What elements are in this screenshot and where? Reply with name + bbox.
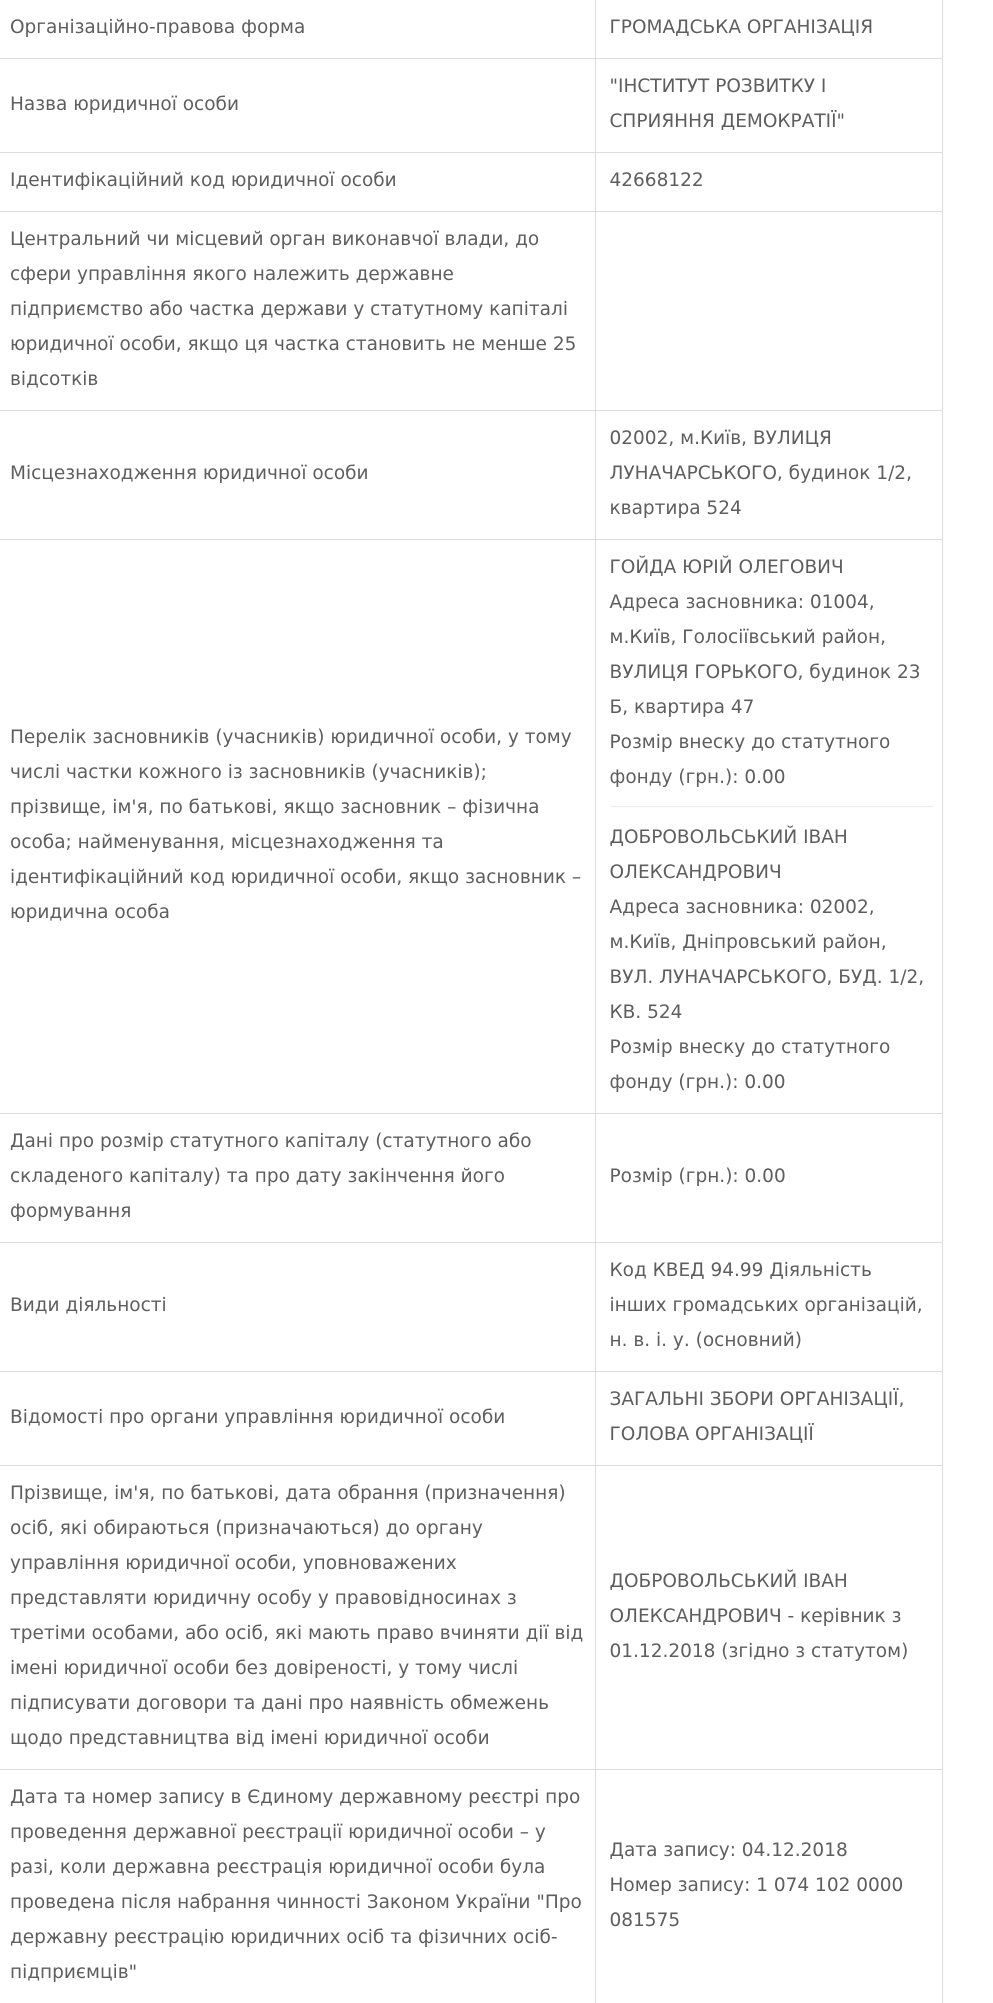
field-value [595, 1770, 942, 2003]
table-row [0, 540, 942, 1114]
field-value [595, 1466, 942, 1770]
founder-entry [610, 806, 934, 1100]
founder-contribution: Розмір внеску до статутного фонду (грн.): 0.00 [610, 1030, 934, 1100]
field-value-line: ДОБРОВОЛЬСЬКИЙ ІВАН ОЛЕКСАНДРОВИЧ - керівник з 01.12.2018 (згідно з статутом) [610, 1564, 934, 1669]
founder-name: ДОБРОВОЛЬСЬКИЙ ІВАН ОЛЕКСАНДРОВИЧ [610, 820, 934, 890]
field-value [595, 1243, 942, 1372]
field-label: Відомості про органи управління юридичної особи [0, 1372, 595, 1466]
field-label: Назва юридичної особи [0, 59, 595, 153]
field-label: Центральний чи місцевий орган виконавчої влади, до сфери управління якого належить державне підприємство або частка держави у статутному капіталі юридичної особи, якщо ця частка становить не менше 25 відсотків [0, 212, 595, 411]
table-row [0, 153, 942, 212]
field-value [595, 0, 942, 59]
field-value-line: 42668122 [610, 163, 934, 198]
field-label: Ідентифікаційний код юридичної особи [0, 153, 595, 212]
field-value [595, 1372, 942, 1466]
table-row [0, 1770, 942, 2003]
table-row [0, 0, 942, 59]
field-value [595, 212, 942, 411]
table-row [0, 1114, 942, 1243]
founder-name: ГОЙДА ЮРІЙ ОЛЕГОВИЧ [610, 550, 934, 585]
field-value [595, 1114, 942, 1243]
field-label: Прізвище, ім'я, по батькові, дата обрання (призначення) осіб, які обираються (призначаються) до органу управління юридичної особи, уповноважених представляти юридичну особу у правовідносинах з третіми особами, або осіб, які мають право вчиняти дії від імені юридичної особи без довіреності, у тому числі підписувати договори та дані про наявність обмежень щодо представництва від імені юридичної особи [0, 1466, 595, 1770]
field-value-line: Номер запису: 1 074 102 0000 081575 [610, 1868, 934, 1938]
field-value [595, 59, 942, 153]
field-label: Види діяльності [0, 1243, 595, 1372]
table-row [0, 212, 942, 411]
field-label: Організаційно-правова форма [0, 0, 595, 59]
table-row [0, 1372, 942, 1466]
founder-address: Адреса засновника: 02002, м.Київ, Дніпровський район, ВУЛ. ЛУНАЧАРСЬКОГО, БУД. 1/2, КВ. 524 [610, 890, 934, 1030]
founder-address: Адреса засновника: 01004, м.Київ, Голосіївський район, ВУЛИЦЯ ГОРЬКОГО, будинок 23 Б, квартира 47 [610, 585, 934, 725]
table-row [0, 1243, 942, 1372]
field-value-line: Дата запису: 04.12.2018 [610, 1833, 934, 1868]
founder-contribution: Розмір внеску до статутного фонду (грн.): 0.00 [610, 725, 934, 795]
field-value-line: 02002, м.Київ, ВУЛИЦЯ ЛУНАЧАРСЬКОГО, будинок 1/2, квартира 524 [610, 421, 934, 526]
field-label: Місцезнаходження юридичної особи [0, 411, 595, 540]
table-row [0, 411, 942, 540]
table-row [0, 1466, 942, 1770]
field-label: Дата та номер запису в Єдиному державному реєстрі про проведення державної реєстрації юридичної особи – у разі, коли державна реєстрація юридичної особи була проведена після набрання чинності Законом України "Про державну реєстрацію юридичних осіб та фізичних осіб-підприємців" [0, 1770, 595, 2003]
field-value-line: Код КВЕД 94.99 Діяльність інших громадських організацій, н. в. і. у. (основний) [610, 1253, 934, 1358]
field-label: Перелік засновників (учасників) юридичної особи, у тому числі частки кожного із засновників (учасників); прізвище, ім'я, по батькові, якщо засновник – фізична особа; найменування, місцезнаходження та ідентифікаційний код юридичної особи, якщо засновник – юридична особа [0, 540, 595, 1114]
field-value-line: "ІНСТИТУТ РОЗВИТКУ І СПРИЯННЯ ДЕМОКРАТІЇ" [610, 69, 934, 139]
field-value [595, 411, 942, 540]
field-value-line: ГРОМАДСЬКА ОРГАНІЗАЦІЯ [610, 10, 934, 45]
field-value [595, 540, 942, 1114]
field-value-line: Розмір (грн.): 0.00 [610, 1159, 934, 1194]
field-label: Дані про розмір статутного капіталу (статутного або складеного капіталу) та про дату закінчення його формування [0, 1114, 595, 1243]
founder-entry [610, 550, 934, 795]
field-value [595, 153, 942, 212]
table-row [0, 59, 942, 153]
field-value-line: ЗАГАЛЬНІ ЗБОРИ ОРГАНІЗАЦІЇ, ГОЛОВА ОРГАНІЗАЦІЇ [610, 1382, 934, 1452]
